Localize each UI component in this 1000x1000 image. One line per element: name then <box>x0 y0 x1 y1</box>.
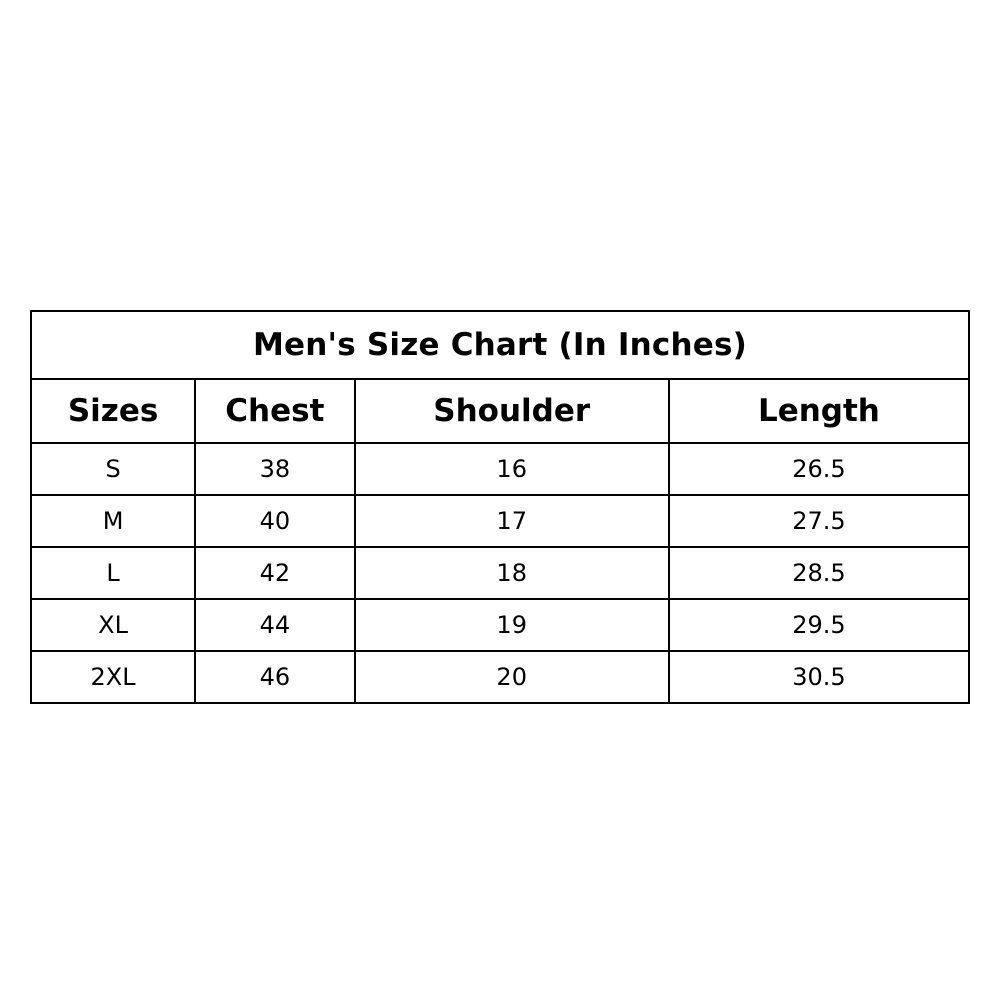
cell-chest: 46 <box>195 651 354 703</box>
table-row <box>31 547 969 599</box>
column-header-length: Length <box>669 379 969 443</box>
size-chart-container <box>30 310 970 704</box>
cell-length: 30.5 <box>669 651 969 703</box>
table-row <box>31 651 969 703</box>
cell-chest: 40 <box>195 495 354 547</box>
cell-chest: 44 <box>195 599 354 651</box>
cell-chest: 38 <box>195 443 354 495</box>
cell-size: M <box>31 495 195 547</box>
cell-size: L <box>31 547 195 599</box>
cell-length: 28.5 <box>669 547 969 599</box>
cell-length: 29.5 <box>669 599 969 651</box>
cell-shoulder: 17 <box>355 495 669 547</box>
table-title-row <box>31 311 969 379</box>
chart-title: Men's Size Chart (In Inches) <box>31 311 969 379</box>
cell-shoulder: 18 <box>355 547 669 599</box>
cell-shoulder: 19 <box>355 599 669 651</box>
table-row <box>31 599 969 651</box>
table-header-row <box>31 379 969 443</box>
cell-length: 27.5 <box>669 495 969 547</box>
column-header-shoulder: Shoulder <box>355 379 669 443</box>
column-header-chest: Chest <box>195 379 354 443</box>
cell-shoulder: 20 <box>355 651 669 703</box>
size-chart-table <box>30 310 970 704</box>
table-row <box>31 495 969 547</box>
cell-size: S <box>31 443 195 495</box>
cell-length: 26.5 <box>669 443 969 495</box>
table-row <box>31 443 969 495</box>
column-header-sizes: Sizes <box>31 379 195 443</box>
cell-size: XL <box>31 599 195 651</box>
cell-chest: 42 <box>195 547 354 599</box>
cell-shoulder: 16 <box>355 443 669 495</box>
cell-size: 2XL <box>31 651 195 703</box>
